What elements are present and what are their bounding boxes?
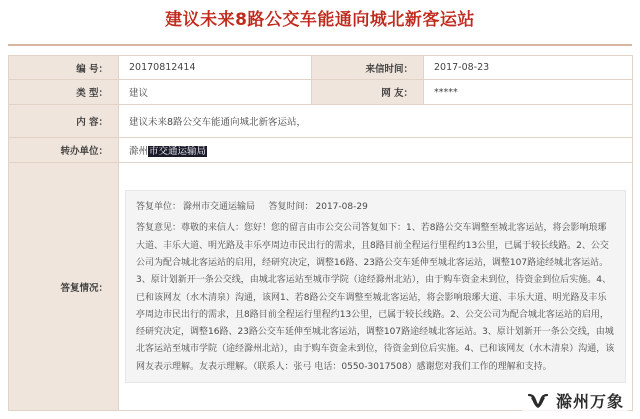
type-value: 建议 bbox=[119, 80, 312, 105]
row-dept bbox=[9, 138, 633, 163]
row-type-netizen bbox=[9, 80, 633, 105]
reply-time-prefix: 答复时间： bbox=[268, 202, 314, 213]
content-label: 内 容： bbox=[9, 105, 119, 138]
reply-unit-value: 滁州市交通运输局 bbox=[183, 202, 256, 213]
row-content bbox=[9, 105, 633, 138]
reply-cell bbox=[119, 163, 633, 411]
content-value: 建议未来8路公交车能通向城北新客运站， bbox=[119, 105, 633, 138]
reply-label: 答复情况： bbox=[9, 163, 119, 411]
time-value: 2017-08-23 bbox=[424, 56, 633, 80]
dept-prefix: 滁州 bbox=[129, 146, 149, 157]
watermark-text: 滁州万象 bbox=[555, 391, 624, 411]
reply-body: 答复意见：尊敬的来信人：您好！您的留言由市公交公司答复如下：1、若8路公交车调整至城北客运站，将会影响琅琊大道、丰乐大道、明光路及丰乐亭周边市民出行的需求，且8路目前全程运行里程约13公里，已属于较长线路。2、公交公司为配合城北客运站的启用，经研究决定，调整16路、23路公交车延伸至城北客运站，调整107路途经城北客运站。3、原计划新开一条公交线，由城北客运站至城市学院（途经滁州北站），由于购车资金未到位，待资金到位后实施。4、已和该网友（水木清泉）沟通，该网1、若8路公交车调整至城北客运站，将会影响琅琊大道、丰乐大道、明光路及丰乐亭周边市民出行的需求，且8路目前全程运行里程约13公里，已属于较长线路。2、公交公司为配合城北客运站的启用，经研究决定，调整16路、23路公交车延伸至城北客运站，调整107路途经城北客运站。3、原计划新开一条公交线，由城北客运站至城市学院（途经滁州北站），由于购车资金未到位，待资金到位后实施。4、已和该网友（水木清泉）沟通，该网友表示理解。友表示理解。（联系人：张弓 电话：0550-3017508）感谢您对我们工作的理解和支持。 bbox=[136, 223, 615, 372]
row-number-time bbox=[9, 56, 633, 80]
reply-header bbox=[136, 199, 615, 216]
number-label: 编 号： bbox=[9, 56, 119, 80]
dept-label: 转办单位： bbox=[9, 138, 119, 163]
netizen-label: 网 友： bbox=[312, 80, 424, 105]
letter-detail-table bbox=[8, 55, 633, 411]
dept-value bbox=[119, 138, 633, 163]
type-label: 类 型： bbox=[9, 80, 119, 105]
reply-box bbox=[125, 190, 626, 383]
reply-unit-prefix: 答复单位： bbox=[136, 202, 182, 213]
reply-time-value: 2017-08-29 bbox=[315, 202, 368, 213]
page-title: 建议未来8路公交车能通向城北新客运站 bbox=[165, 10, 475, 30]
watermark bbox=[522, 387, 628, 413]
wechat-channel-icon bbox=[526, 388, 550, 412]
dept-highlight: 市交通运输局 bbox=[149, 146, 207, 157]
netizen-value: ***** bbox=[424, 80, 633, 105]
time-label: 来信时间： bbox=[312, 56, 424, 80]
title-divider bbox=[8, 44, 632, 46]
number-value: 20170812414 bbox=[119, 56, 312, 80]
row-reply bbox=[9, 163, 633, 411]
